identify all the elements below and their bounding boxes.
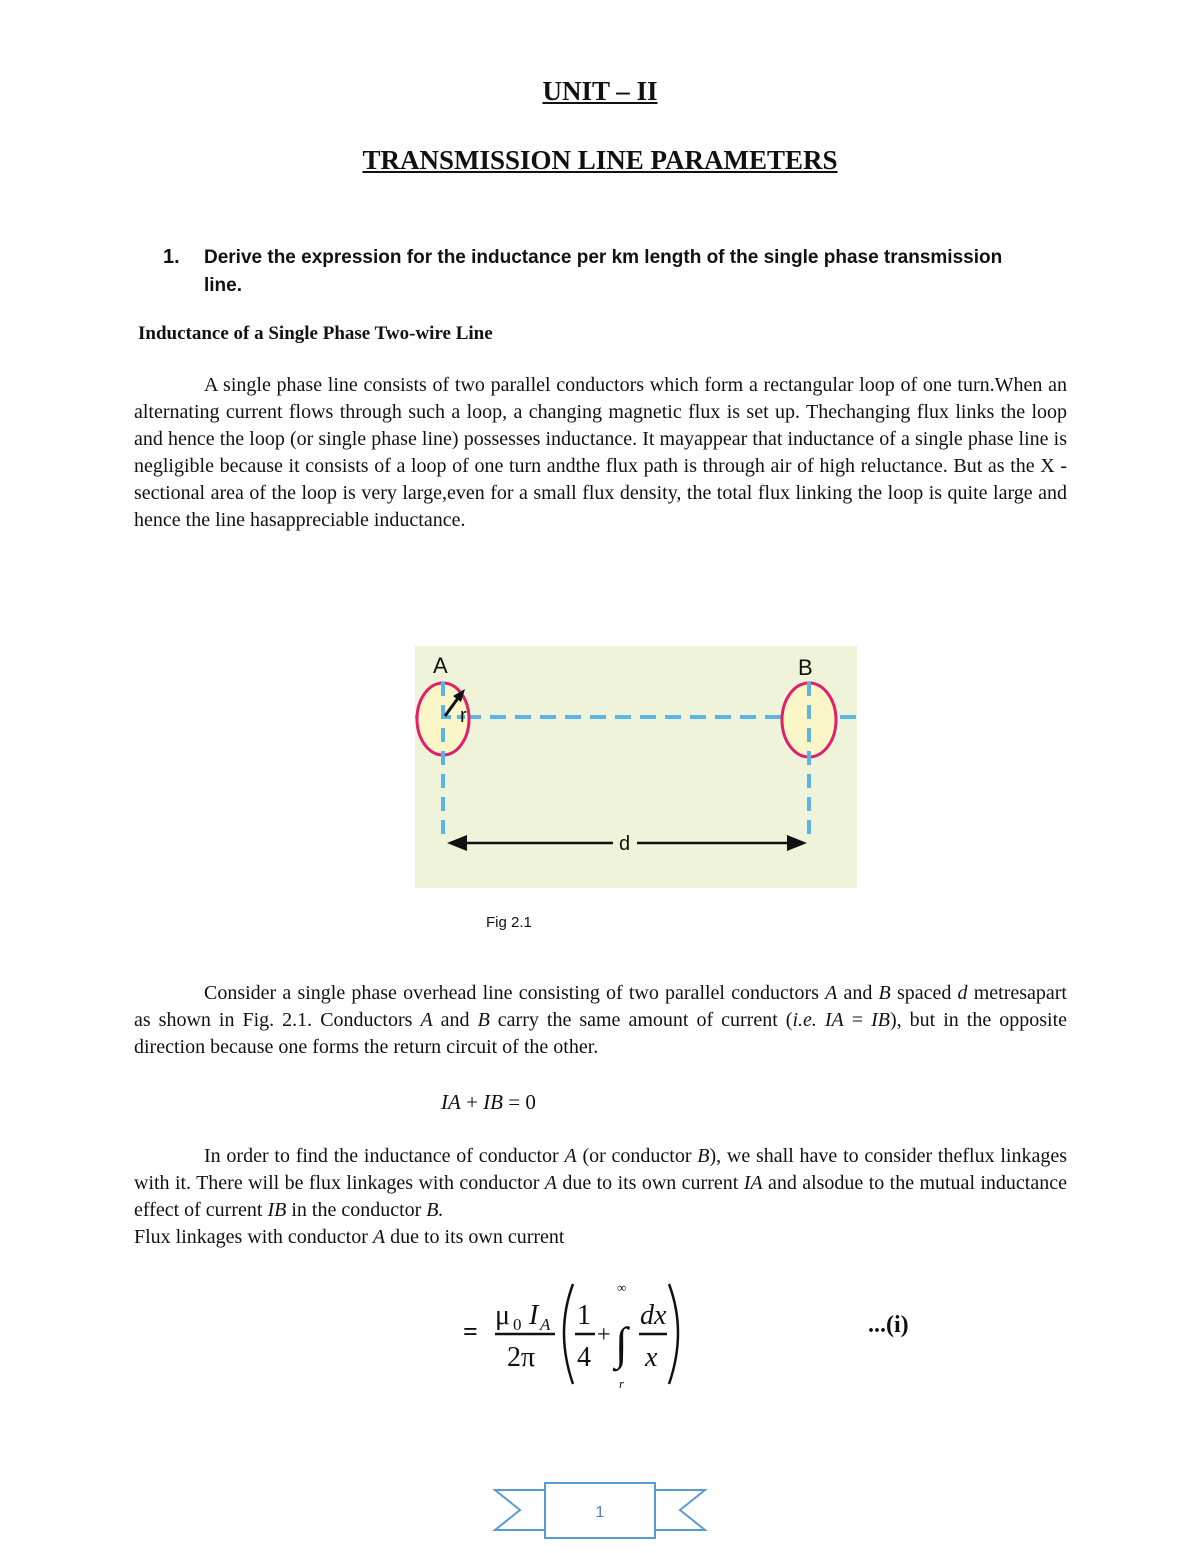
formula-svg (455, 1272, 695, 1397)
formula-integral: ∫ (615, 1318, 628, 1369)
symbol-b: B. (426, 1199, 444, 1221)
formula-one: 1 (577, 1300, 591, 1331)
symbol-b: B (477, 1009, 490, 1031)
text-run: and (837, 982, 879, 1004)
formula-upper-limit: ∞ (617, 1280, 627, 1295)
formula-left-paren (564, 1284, 573, 1384)
paragraph-consider-text (134, 980, 1067, 1061)
symbol-ia: IA (441, 1090, 461, 1114)
flux-linkage-line (134, 1224, 1067, 1251)
text-run: metresapart as shown in Fig. 2.1. Conductors (134, 982, 1067, 1031)
text-run: ), we shall have to consider theflux linkages with it. There will be flux linkages with conductor (134, 1145, 1067, 1194)
symbol-d: d (957, 982, 968, 1004)
formula-two-pi: 2π (507, 1342, 536, 1373)
symbol-b: B (878, 982, 891, 1004)
dimension-arrowhead-right (787, 835, 807, 851)
formula-right-paren (669, 1284, 678, 1384)
text-run: and alsodue to the mutual inductance effect of current (134, 1172, 1067, 1221)
figure-caption: Fig 2.1 (486, 914, 532, 931)
formula-mu-sub: 0 (513, 1315, 522, 1334)
text-run: due to its own current (385, 1226, 565, 1248)
symbol-ib: IB (871, 1009, 890, 1031)
label-d: d (619, 833, 631, 855)
symbol-a: A (544, 1172, 557, 1194)
formula-x: x (645, 1342, 658, 1373)
formula-plus: + (597, 1322, 611, 1348)
ribbon-right (650, 1490, 705, 1530)
label-r: r (460, 705, 467, 727)
paragraph-flux-text (134, 1143, 1067, 1224)
symbol-a: A (825, 982, 838, 1004)
question-text: Derive the expression for the inductance per km length of the single phase transmission line. (204, 247, 1003, 296)
page-title: TRANSMISSION LINE PARAMETERS (362, 145, 838, 175)
paragraph-flux (134, 1143, 1067, 1251)
symbol-ib: IB (267, 1199, 287, 1221)
footer-ribbon (490, 1475, 710, 1545)
plus-sign: + (460, 1090, 484, 1114)
text-run: Consider a single phase overhead line consisting of two parallel conductors (204, 982, 826, 1004)
formula-dx: dx (640, 1300, 667, 1331)
symbol-a: A (420, 1009, 433, 1031)
paragraph-intro-text: A single phase line consists of two parallel conductors which form a rectangular loop of one turn.When an alternating current flows through such a loop, a changing magnetic flux is set up. Thechanging flux links the loop and hence the loop (or single phase line) possesses inductance. It mayappear that inductance of a single phase line is negligible because it consists of a loop of one turn andthe flux path is through air of high reluctance. But as the X -sectional area of the loop is very large,even for a small flux density, the total flux linking the loop is quite large and hence the line hasappreciable inductance. (134, 374, 1067, 531)
equation-current-sum (441, 1090, 536, 1115)
ribbon-left (495, 1490, 550, 1530)
text-run: carry the same amount of current ( (489, 1009, 793, 1031)
paragraph-intro (134, 372, 1067, 534)
formula-mu: μ (495, 1300, 511, 1331)
formula-i-sub: A (540, 1315, 551, 1334)
equals-zero: = 0 (503, 1090, 536, 1114)
equation-number: ...(i) (868, 1312, 909, 1338)
symbol-a: A (372, 1226, 386, 1248)
text-run: Flux linkages with conductor (134, 1226, 373, 1248)
text-run: in the conductor (286, 1199, 427, 1221)
symbol-ib: IB (483, 1090, 503, 1114)
formula-lower-limit: r (619, 1376, 625, 1391)
dimension-arrowhead-left (447, 835, 467, 851)
page-number-footer (490, 1475, 710, 1545)
text-run: = (843, 1009, 872, 1031)
symbol-ie-ia: i.e. IA (792, 1009, 844, 1031)
question-number: 1. (163, 246, 180, 268)
text-run: spaced (890, 982, 958, 1004)
page-number: 1 (595, 1504, 605, 1521)
text-run: ), but in the opposite direction because one forms the return circuit of the other. (134, 1009, 1068, 1058)
unit-heading: UNIT – II (542, 76, 658, 106)
formula-i: I (529, 1300, 539, 1331)
section-subheading: Inductance of a Single Phase Two-wire Line (138, 323, 493, 344)
symbol-ia: IA (743, 1172, 763, 1194)
paragraph-consider (134, 980, 1067, 1061)
text-run: due to its own current (556, 1172, 744, 1194)
label-b: B (798, 655, 813, 680)
symbol-a: A (564, 1145, 577, 1167)
symbol-b: B (697, 1145, 710, 1167)
text-run: In order to find the inductance of conductor (204, 1145, 565, 1167)
label-a: A (433, 653, 448, 678)
figure-two-wire-line (415, 646, 857, 888)
figure-diagram (415, 646, 857, 888)
formula-four: 4 (577, 1342, 591, 1373)
formula-flux-linkage (455, 1272, 695, 1397)
formula-equals: = (463, 1317, 478, 1346)
text-run: (or conductor (576, 1145, 698, 1167)
text-run: and (432, 1009, 478, 1031)
